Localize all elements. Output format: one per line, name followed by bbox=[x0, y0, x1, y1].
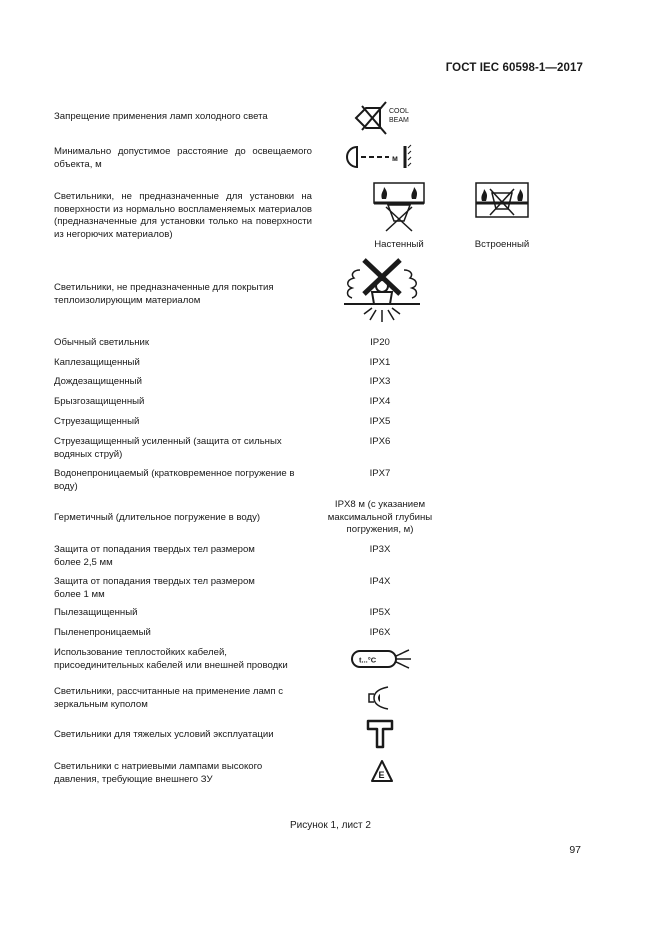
row-description: Струезащищенный bbox=[54, 416, 140, 427]
row-description: Минимально допустимое расстояние до освещаемого объекта, м bbox=[54, 146, 312, 170]
ip-code: IPX1 bbox=[369, 357, 391, 368]
ip-code: IPX8 м (с указанием максимальной глубины погружения, м) bbox=[327, 499, 433, 536]
row-description: Герметичный (длительное погружение в воду) bbox=[54, 512, 261, 523]
ip-code: IPX5 bbox=[369, 416, 391, 427]
row-description: Светильники для тяжелых условий эксплуатации bbox=[54, 729, 274, 740]
non-flammable-recessed-icon bbox=[474, 181, 530, 221]
recessed-caption: Встроенный bbox=[474, 239, 530, 250]
ip-code: IP3X bbox=[369, 544, 391, 555]
ip-code: IP6X bbox=[369, 627, 391, 638]
min-distance-icon bbox=[347, 144, 413, 170]
row-description: Светильники, не предназначенные для установки на поверхности из нормально воспламеняемых материалов (предназначенные для установки только на поверхности из негорючих материалов) bbox=[54, 191, 312, 240]
ip-code: IP20 bbox=[370, 337, 390, 348]
mirror-dome-lamp-icon bbox=[366, 684, 394, 712]
wall-mounted-caption: Настенный bbox=[374, 239, 424, 250]
figure-caption: Рисунок 1, лист 2 bbox=[290, 820, 371, 831]
rough-service-hammer-icon bbox=[366, 719, 394, 749]
distance-unit-label: м bbox=[392, 154, 398, 163]
cool-beam-label: BEAM bbox=[389, 117, 409, 124]
row-description: Светильники с натриевыми лампами высокого давления, требующие внешнего ЗУ bbox=[54, 761, 263, 785]
row-description: Использование теплостойких кабелей, присоединительных кабелей или внешней проводки bbox=[54, 647, 288, 671]
row-description: Защита от попадания твердых тел размером более 2,5 мм bbox=[54, 544, 255, 568]
ip-code: IPX3 bbox=[369, 376, 391, 387]
external-ignitor-icon bbox=[370, 759, 394, 783]
row-description: Пыленепроницаемый bbox=[54, 627, 151, 638]
row-description: Каплезащищенный bbox=[54, 357, 140, 368]
cable-temperature-label: t...°C bbox=[359, 655, 377, 665]
document-standard-header: ГОСТ IEC 60598-1—2017 bbox=[445, 62, 583, 74]
ip-code: IP4X bbox=[369, 576, 391, 587]
row-description: Светильники, не предназначенные для покрытия теплоизолирующим материалом bbox=[54, 282, 274, 306]
cool-beam-prohibited-icon bbox=[352, 98, 412, 138]
ignitor-letter: E bbox=[378, 770, 385, 780]
non-flammable-wall-icon bbox=[372, 181, 426, 233]
ip-code: IPX6 bbox=[369, 436, 391, 447]
row-description: Обычный светильник bbox=[54, 337, 150, 348]
ip-code: IPX7 bbox=[369, 468, 391, 479]
cool-beam-label: COOL bbox=[389, 108, 409, 115]
row-description: Защита от попадания твердых тел размером более 1 мм bbox=[54, 576, 255, 600]
row-description: Водонепроницаемый (кратковременное погружение в воду) bbox=[54, 468, 295, 492]
row-description: Запрещение применения ламп холодного света bbox=[54, 111, 268, 122]
no-thermal-insulation-icon bbox=[342, 258, 422, 326]
row-description: Брызгозащищенный bbox=[54, 396, 145, 407]
ip-code: IPX4 bbox=[369, 396, 391, 407]
row-description: Пылезащищенный bbox=[54, 607, 138, 618]
heat-resistant-cable-icon bbox=[351, 648, 413, 670]
page-number: 97 bbox=[569, 844, 581, 856]
row-description: Светильники, рассчитанные на применение ламп с зеркальным куполом bbox=[54, 686, 284, 710]
row-description: Дождезащищенный bbox=[54, 376, 142, 387]
row-description: Струезащищенный усиленный (защита от сильных водяных струй) bbox=[54, 436, 282, 460]
ip-code: IP5X bbox=[369, 607, 391, 618]
